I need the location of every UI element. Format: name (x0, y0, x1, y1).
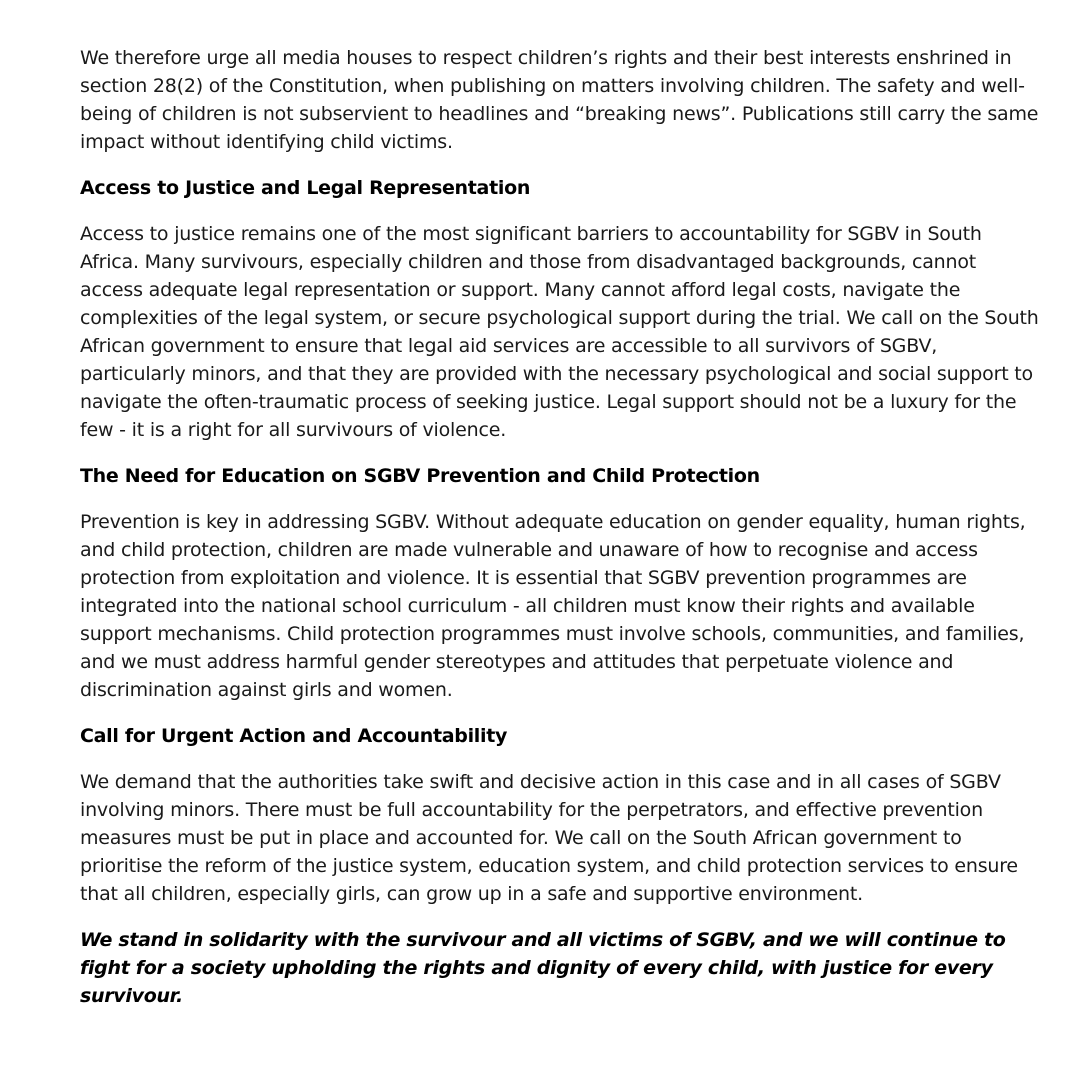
closing-statement: We stand in solidarity with the survivour and all victims of SGBV, and we will continue to fight for a society upholding the rights and dignity of every child, with justice for every survivour. (80, 929, 1006, 1007)
section-heading-urgent-action: Call for Urgent Action and Accountability (80, 725, 508, 747)
section-body-urgent-action: We demand that the authorities take swift and decisive action in this case and in all cases of SGBV involving minors. There must be full accountability for the perpetrators, and effective prevention measures must be put in place and accounted for. We call on the South African government to prioritise the reform of the justice system, education system, and child protection services to ensure that all children, especially girls, can grow up in a safe and supportive environment. (80, 771, 1018, 905)
section-heading-access-to-justice: Access to Justice and Legal Representation (80, 177, 531, 199)
intro-paragraph: We therefore urge all media houses to respect children’s rights and their best interests enshrined in section 28(2) of the Constitution, when publishing on matters involving children. The safety and well-being of children is not subservient to headlines and “breaking news”. Publications still carry the same impact without identifying child victims. (80, 47, 1039, 153)
section-body-education: Prevention is key in addressing SGBV. Without adequate education on gender equality, human rights, and child protection, children are made vulnerable and unaware of how to recognise and access protection from exploitation and violence. It is essential that SGBV prevention programmes are integrated into the national school curriculum - all children must know their rights and available support mechanisms. Child protection programmes must involve schools, communities, and families, and we must address harmful gender stereotypes and attitudes that perpetuate violence and discrimination against girls and women. (80, 511, 1026, 701)
section-body-access-to-justice: Access to justice remains one of the most significant barriers to accountability for SGBV in South Africa. Many survivours, especially children and those from disadvantaged backgrounds, cannot access adequate legal representation or support. Many cannot afford legal costs, navigate the complexities of the legal system, or secure psychological support during the trial. We call on the South African government to ensure that legal aid services are accessible to all survivors of SGBV, particularly minors, and that they are provided with the necessary psychological and social support to navigate the often-traumatic process of seeking justice. Legal support should not be a luxury for the few - it is a right for all survivours of violence. (80, 223, 1039, 441)
section-heading-education: The Need for Education on SGBV Prevention and Child Protection (80, 465, 760, 487)
